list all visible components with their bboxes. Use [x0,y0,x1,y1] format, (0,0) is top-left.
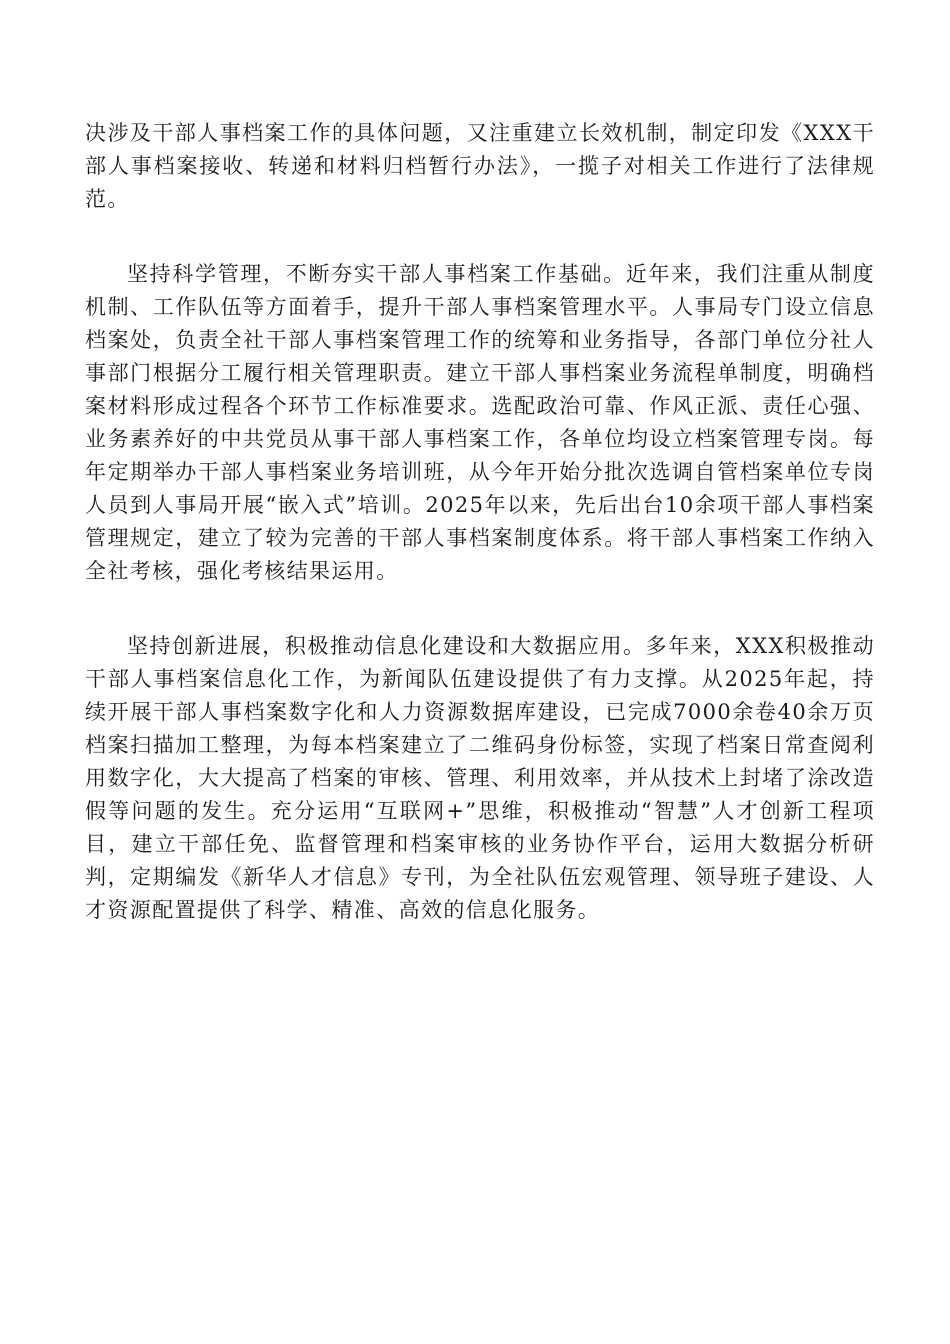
document-body [85,117,875,927]
paragraph-innovation-informatization: 坚持创新进展，积极推动信息化建设和大数据应用。多年来，XXX积极推动干部人事档案信息化工作，为新闻队伍建设提供了有力支撑。从2025年起，持续开展干部人事档案数字化和人力资源数据库建设，已完成7000余卷40余万页档案扫描加工整理，为每本档案建立了二维码身份标签，实现了档案日常查阅利用数字化，大大提高了档案的审核、管理、利用效率，并从技术上封堵了涂改造假等问题的发生。充分运用“互联网+”思维，积极推动“智慧”人才创新工程项目，建立干部任免、监督管理和档案审核的业务协作平台，运用大数据分析研判，定期编发《新华人才信息》专刊，为全社队伍宏观管理、领导班子建设、人才资源配置提供了科学、精准、高效的信息化服务。 [85,634,875,922]
paragraph-continuation: 决涉及干部人事档案工作的具体问题，又注重建立长效机制，制定印发《XXX干部人事档案接收、转递和材料归档暂行办法》，一揽子对相关工作进行了法律规范。 [85,121,875,211]
paragraph-scientific-management: 坚持科学管理，不断夯实干部人事档案工作基础。近年来，我们注重从制度机制、工作队伍等方面着手，提升干部人事档案管理水平。人事局专门设立信息档案处，负责全社干部人事档案管理工作的统筹和业务指导，各部门单位分社人事部门根据分工履行相关管理职责。建立干部人事档案业务流程单制度，明确档案材料形成过程各个环节工作标准要求。选配政治可靠、作风正派、责任心强、业务素养好的中共党员从事干部人事档案工作，各单位均设立档案管理专岗。每年定期举办干部人事档案业务培训班，从今年开始分批次选调自管档案单位专岗人员到人事局开展“嵌入式”培训。2025年以来，先后出台10余项干部人事档案管理规定，建立了较为完善的干部人事档案制度体系。将干部人事档案工作纳入全社考核，强化考核结果运用。 [85,262,875,583]
